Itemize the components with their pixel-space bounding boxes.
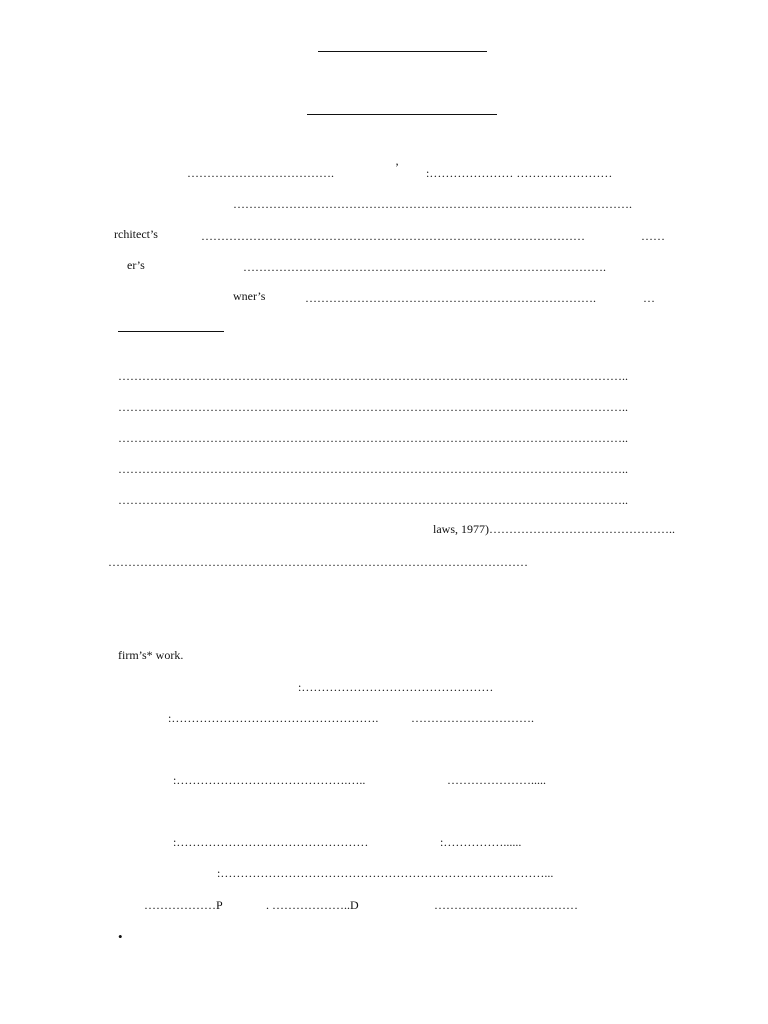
section-underline [118,331,224,332]
field-dots[interactable]: …………………..... [447,773,546,787]
field-dots[interactable]: :……………………………………………. [168,711,379,725]
firms-work-text: firm’s* work. [118,648,184,662]
dotted-line[interactable]: ……………………………………………………………………………………………………………….. [118,493,628,507]
dotted-line[interactable]: …………………………………………………………………………………………… [108,555,528,569]
field-dots[interactable]: ………………………………………………………………. [305,291,596,305]
field-dots[interactable]: ………………………………………………………………………………. [243,260,606,274]
field-dots[interactable]: …………………………………………………………………………………… [201,229,585,243]
field-dots-d[interactable]: . ………………..D [266,898,359,912]
field-dots[interactable]: :………………………………………… [298,680,494,694]
field-dots-p[interactable]: ………………P [144,898,223,912]
field-dots[interactable]: :…………………………………….….. [173,773,366,787]
laws-line[interactable]: laws, 1977)……………………………………….. [433,522,675,536]
field-dots[interactable]: ………………………………………………………………………………………. [233,197,632,211]
field-dots[interactable]: ………………………………. [187,166,334,180]
dotted-line[interactable]: ……………………………………………………………………………………………………………….. [118,369,628,383]
field-dots[interactable]: … [643,291,655,305]
field-dots[interactable]: …… [641,229,665,243]
field-dots[interactable]: :………………… …………………… [426,166,613,180]
dotted-line[interactable]: ……………………………………………………………………………………………………………….. [118,462,628,476]
field-dots[interactable]: …………………………. [411,711,534,725]
field-dots[interactable]: :……………...... [440,835,522,849]
architects-label: rchitect’s [114,227,158,241]
field-dots[interactable]: :………………………………………………………………………... [217,866,554,880]
title-underline [318,51,487,52]
apostrophe-mark: ’ [395,160,399,174]
dotted-line[interactable]: ……………………………………………………………………………………………………………….. [118,431,628,445]
field-dots[interactable]: ……………………………… [434,898,578,912]
ers-label: er’s [127,258,145,272]
field-dots[interactable]: :………………………………………… [173,835,369,849]
dotted-line[interactable]: ……………………………………………………………………………………………………………….. [118,400,628,414]
bullet-point: • [118,929,123,944]
owners-label: wner’s [233,289,266,303]
subtitle-underline [307,114,497,115]
